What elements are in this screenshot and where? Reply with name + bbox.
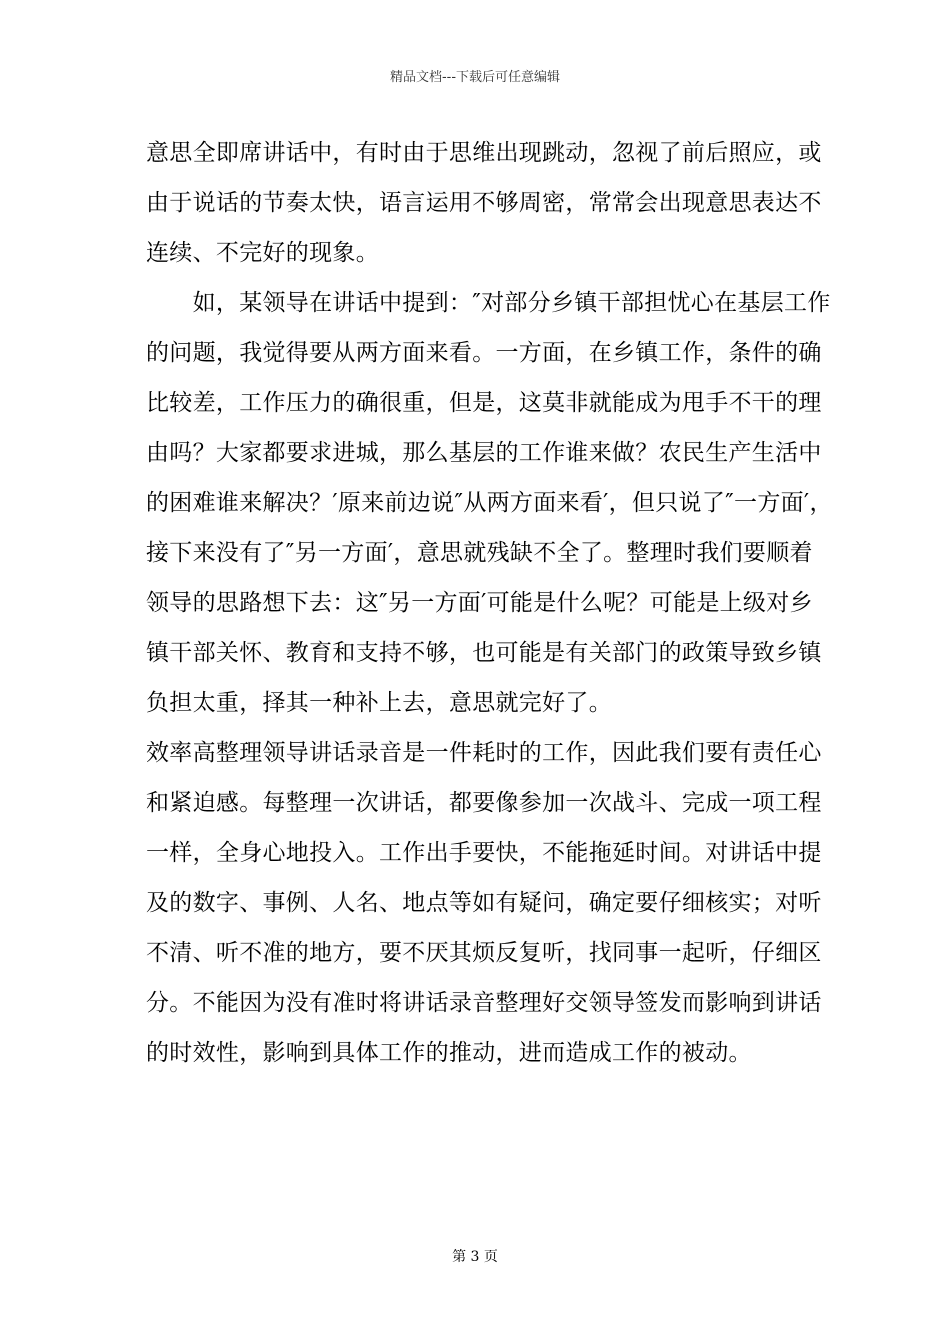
text-line: 连续、不完好的现象。 — [146, 240, 379, 266]
text-line: 意思全即席讲话中，有时由于思维出现跳动，忽视了前后照应，或 — [146, 140, 822, 166]
text-line: 负担太重，择其一种补上去，意思就完好了。 — [146, 690, 612, 716]
text-line: 比较差，工作压力的确很重，但是，这莫非就能成为甩手不干的理 — [146, 390, 822, 416]
paragraph — [146, 728, 826, 1078]
paragraph — [146, 128, 826, 278]
page-header: 精品文档---下载后可任意编辑 — [389, 70, 561, 85]
text-line: 和紧迫感。每整理一次讲话，都要像参加一次战斗、完成一项工程 — [146, 790, 822, 816]
paragraph — [146, 278, 833, 728]
text-line: 的困难谁来解决？′原来前边说″从两方面来看′，但只说了″一方面′， — [146, 490, 833, 516]
text-line: 的时效性，影响到具体工作的推动，进而造成工作的被动。 — [146, 1040, 752, 1066]
text-line: 效率高整理领导讲话录音是一件耗时的工作，因此我们要有责任心 — [146, 740, 822, 766]
text-line: 的问题，我觉得要从两方面来看。一方面，在乡镇工作，条件的确 — [146, 340, 822, 366]
text-line: 及的数字、事例、人名、地点等如有疑问，确定要仔细核实；对听 — [146, 890, 822, 916]
text-line: 接下来没有了″另一方面′，意思就残缺不全了。整理时我们要顺着 — [146, 540, 813, 566]
page-number: 第 3 页 — [452, 1249, 498, 1265]
text-line: 一样，全身心地投入。工作出手要快，不能拖延时间。对讲话中提 — [146, 840, 822, 866]
document-body — [146, 128, 833, 1078]
text-line: 分。不能因为没有准时将讲话录音整理好交领导签发而影响到讲话 — [146, 990, 822, 1016]
text-line: 由于说话的节奏太快，语言运用不够周密，常常会出现意思表达不 — [146, 190, 822, 216]
text-line: 镇干部关怀、教育和支持不够，也可能是有关部门的政策导致乡镇 — [146, 640, 822, 666]
text-line: 不清、听不准的地方，要不厌其烦反复听，找同事一起听，仔细区 — [146, 940, 822, 966]
text-line: 如，某领导在讲话中提到：″对部分乡镇干部担忧心在基层工作 — [146, 290, 831, 316]
text-line: 领导的思路想下去：这″另一方面′可能是什么呢？可能是上级对乡 — [146, 590, 813, 616]
text-line: 由吗？大家都要求进城，那么基层的工作谁来做？农民生产生活中 — [146, 440, 822, 466]
